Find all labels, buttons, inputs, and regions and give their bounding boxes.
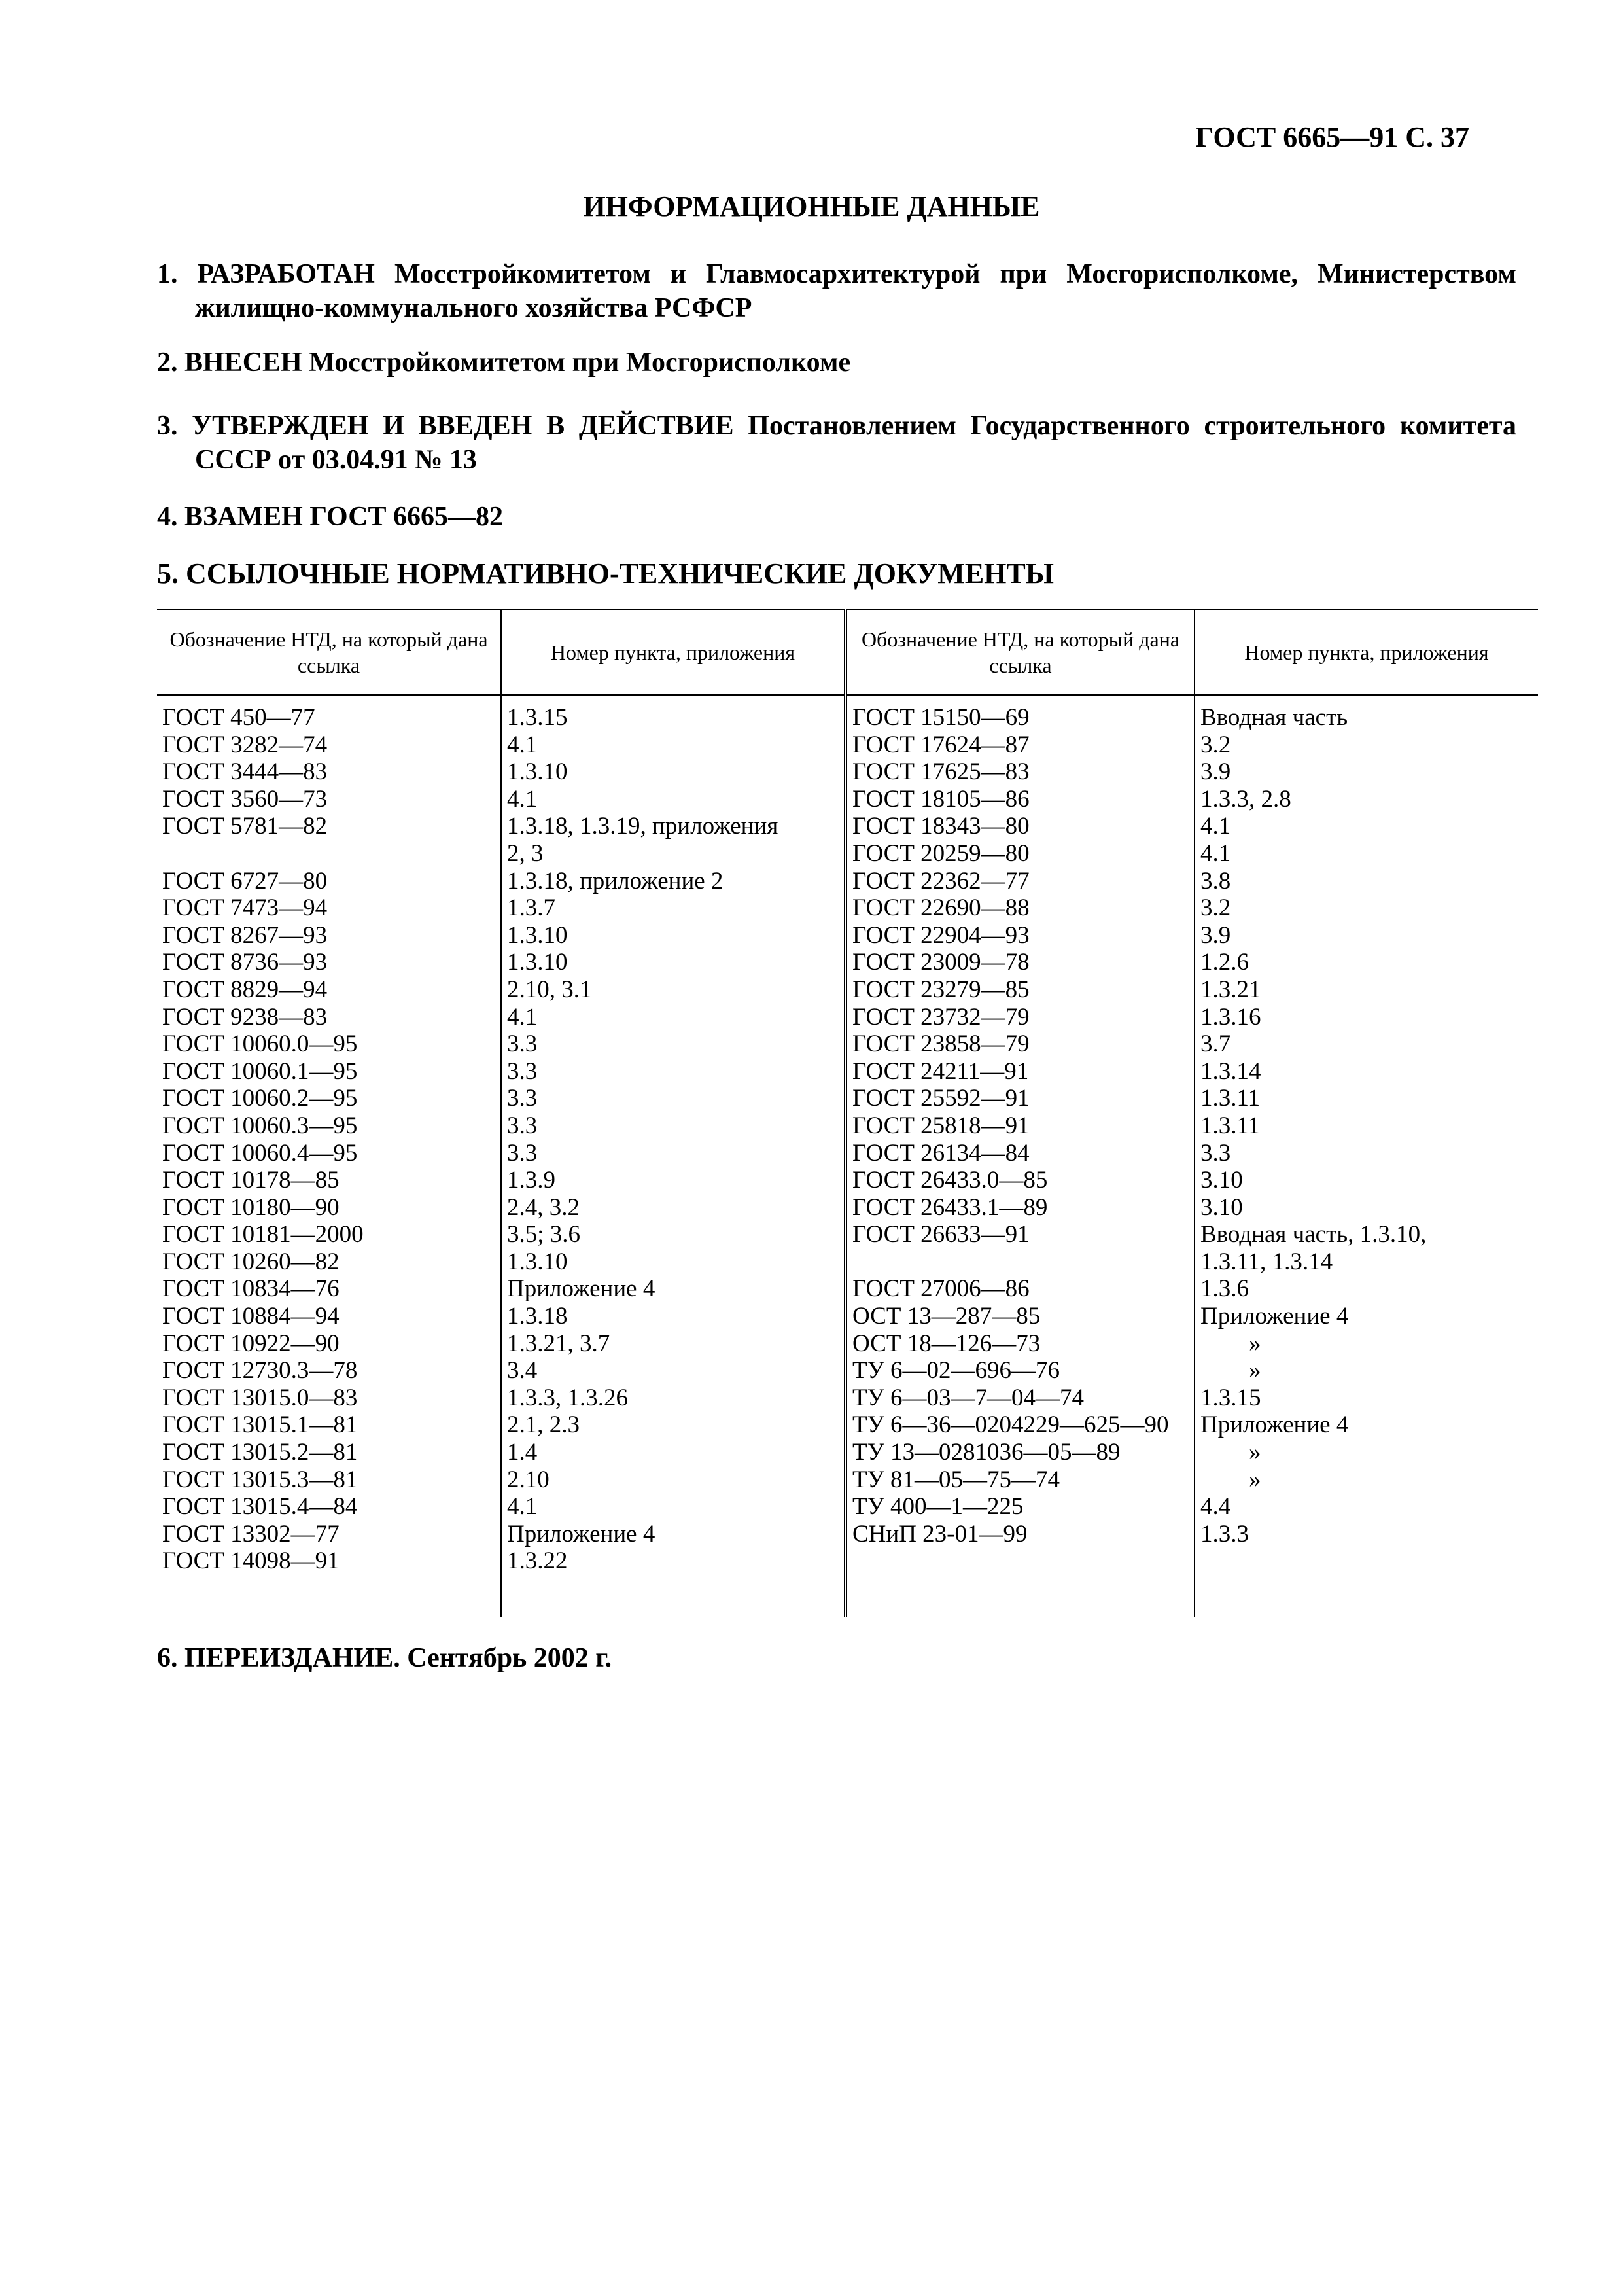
- clause-reference: 3.3: [507, 1057, 538, 1085]
- item-lead: 4. ВЗАМЕН ГОСТ 6665—82: [157, 502, 504, 532]
- item-lead: 6. ПЕРЕИЗДАНИЕ.: [157, 1643, 400, 1673]
- clause-reference: 1.3.15: [507, 704, 568, 731]
- clause-reference: Вводная часть: [1200, 704, 1348, 731]
- document-designation: ГОСТ 26433.0—85: [852, 1167, 1048, 1194]
- clause-reference: Вводная часть, 1.3.10,: [1200, 1221, 1427, 1248]
- document-designation: ГОСТ 12730.3—78: [162, 1357, 358, 1385]
- clause-reference: 1.3.21: [1200, 976, 1261, 1003]
- clause-reference: 4.1: [507, 1003, 538, 1031]
- document-designation: ГОСТ 17625—83: [852, 758, 1030, 786]
- document-designation: ГОСТ 15150—69: [852, 704, 1030, 731]
- document-designation: ГОСТ 10060.4—95: [162, 1139, 358, 1167]
- document-designation: ГОСТ 10060.0—95: [162, 1031, 358, 1058]
- clause-reference: 3.3: [507, 1112, 538, 1139]
- item-lead: 1. РАЗРАБОТАН: [157, 259, 375, 289]
- document-designation: ГОСТ 8829—94: [162, 976, 328, 1003]
- clause-reference: 4.1: [507, 731, 538, 758]
- document-designation: ТУ 6—03—7—04—74: [852, 1384, 1085, 1411]
- document-designation: ГОСТ 8736—93: [162, 949, 328, 976]
- column-left-clauses: [501, 696, 846, 1617]
- document-designation: ТУ 13—0281036—05—89: [852, 1439, 1121, 1466]
- clause-reference: 1.3.11: [1200, 1085, 1261, 1112]
- clause-reference: 3.9: [1200, 921, 1231, 949]
- clause-reference: 1.3.18, приложение 2: [507, 867, 724, 894]
- document-designation: ГОСТ 6727—80: [162, 867, 328, 894]
- document-designation: ГОСТ 3444—83: [162, 758, 328, 786]
- document-designation: ГОСТ 7473—94: [162, 894, 328, 922]
- document-designation: ГОСТ 10181—2000: [162, 1221, 364, 1248]
- document-designation: ГОСТ 18343—80: [852, 813, 1030, 840]
- clause-reference: 1.3.7: [507, 894, 555, 922]
- info-item-replaces: [157, 500, 1516, 534]
- document-designation: ГОСТ 3560—73: [162, 785, 328, 813]
- item-lead: 5. ССЫЛОЧНЫЕ НОРМАТИВНО-ТЕХНИЧЕСКИЕ ДОКУМЕНТЫ: [157, 557, 1054, 590]
- column-right-clauses: [1195, 696, 1538, 1617]
- clause-reference: 1.3.10: [507, 921, 568, 949]
- clause-reference: 1.3.11: [1200, 1112, 1261, 1139]
- document-designation: ОСТ 18—126—73: [852, 1330, 1041, 1357]
- clause-reference: 1.3.11, 1.3.14: [1200, 1248, 1333, 1275]
- document-designation: ГОСТ 5781—82: [162, 813, 328, 840]
- document-designation: ГОСТ 27006—86: [852, 1275, 1030, 1303]
- clause-reference: 3.10: [1200, 1167, 1243, 1194]
- table-body-row: [157, 696, 1538, 1617]
- clause-reference: 1.3.6: [1200, 1275, 1249, 1303]
- document-designation: ГОСТ 10060.3—95: [162, 1112, 358, 1139]
- document-designation: ГОСТ 10060.2—95: [162, 1085, 358, 1112]
- info-item-introduced: [157, 345, 1516, 380]
- clause-reference: »: [1249, 1357, 1261, 1385]
- document-designation: ГОСТ 20259—80: [852, 839, 1030, 867]
- clause-reference: 4.1: [1200, 839, 1231, 867]
- column-header-document: Обозначение НТД, на который дана ссылка: [157, 610, 501, 696]
- clause-reference: 2, 3: [507, 839, 544, 867]
- info-item-references-heading: [157, 557, 1516, 591]
- clause-reference: 4.1: [1200, 813, 1231, 840]
- document-designation: ГОСТ 23732—79: [852, 1003, 1030, 1031]
- document-designation: ГОСТ 22362—77: [852, 867, 1030, 894]
- document-designation: ГОСТ 13015.3—81: [162, 1466, 358, 1493]
- clause-reference: »: [1249, 1330, 1261, 1357]
- clause-reference: 1.3.3, 1.3.26: [507, 1384, 628, 1411]
- document-designation: ГОСТ 3282—74: [162, 731, 328, 758]
- document-designation: ТУ 6—36—0204229—625—90: [852, 1411, 1169, 1439]
- document-designation: ГОСТ 13015.4—84: [162, 1493, 358, 1521]
- document-designation: ГОСТ 10922—90: [162, 1330, 340, 1357]
- clause-reference: 3.4: [507, 1357, 538, 1385]
- document-designation: ГОСТ 13015.1—81: [162, 1411, 358, 1439]
- clause-reference: 1.3.18: [507, 1303, 568, 1330]
- document-designation: ГОСТ 25592—91: [852, 1085, 1030, 1112]
- document-designation: ГОСТ 9238—83: [162, 1003, 328, 1031]
- table-header-row: [157, 610, 1538, 696]
- clause-reference: 1.3.21, 3.7: [507, 1330, 610, 1357]
- document-designation: ГОСТ 25818—91: [852, 1112, 1030, 1139]
- document-designation: ГОСТ 17624—87: [852, 731, 1030, 758]
- document-designation: ГОСТ 10178—85: [162, 1167, 340, 1194]
- clause-reference: Приложение 4: [1200, 1411, 1349, 1439]
- item-lead: 2. ВНЕСЕН: [157, 347, 302, 378]
- clause-reference: 1.3.22: [507, 1547, 568, 1575]
- info-item-reissue: [157, 1641, 1516, 1675]
- clause-reference: 3.5; 3.6: [507, 1221, 581, 1248]
- clause-reference: 1.3.3: [1200, 1520, 1249, 1547]
- document-designation: ТУ 6—02—696—76: [852, 1357, 1060, 1385]
- document-designation: ГОСТ 450—77: [162, 704, 315, 731]
- document-designation: ГОСТ 23009—78: [852, 949, 1030, 976]
- clause-reference: 4.4: [1200, 1493, 1231, 1521]
- column-left-documents: [157, 696, 501, 1617]
- clause-reference: 1.3.10: [507, 1248, 568, 1275]
- clause-reference: 3.3: [507, 1031, 538, 1058]
- reference-documents-table: [157, 609, 1538, 1617]
- clause-reference: Приложение 4: [507, 1275, 655, 1303]
- document-designation: ГОСТ 14098—91: [162, 1547, 340, 1575]
- document-designation: ГОСТ 26134—84: [852, 1139, 1030, 1167]
- clause-reference: »: [1249, 1439, 1261, 1466]
- clause-reference: 4.1: [507, 1493, 538, 1521]
- document-designation: ГОСТ 23279—85: [852, 976, 1030, 1003]
- clause-reference: 1.2.6: [1200, 949, 1249, 976]
- document-designation: ГОСТ 22690—88: [852, 894, 1030, 922]
- document-designation: ГОСТ 18105—86: [852, 785, 1030, 813]
- document-designation: ТУ 81—05—75—74: [852, 1466, 1060, 1493]
- document-designation: ГОСТ 23858—79: [852, 1031, 1030, 1058]
- document-designation: ГОСТ 26633—91: [852, 1221, 1030, 1248]
- document-designation: СНиП 23-01—99: [852, 1520, 1028, 1547]
- clause-reference: 3.8: [1200, 867, 1231, 894]
- clause-reference: 2.1, 2.3: [507, 1411, 580, 1439]
- info-item-developed: [157, 257, 1516, 325]
- clause-reference: 1.3.3, 2.8: [1200, 785, 1291, 813]
- document-designation: ГОСТ 10260—82: [162, 1248, 340, 1275]
- clause-reference: »: [1249, 1466, 1261, 1493]
- clause-reference: 1.3.14: [1200, 1057, 1261, 1085]
- clause-reference: 1.3.16: [1200, 1003, 1261, 1031]
- document-designation: ГОСТ 24211—91: [852, 1057, 1029, 1085]
- item-lead: 3. УТВЕРЖДЕН И ВВЕДЕН В ДЕЙСТВИЕ: [157, 411, 734, 441]
- info-item-approved: [157, 409, 1516, 477]
- document-designation: ГОСТ 10834—76: [162, 1275, 340, 1303]
- document-designation: [162, 840, 500, 868]
- document-designation: ГОСТ 26433.1—89: [852, 1193, 1048, 1221]
- clause-reference: 3.3: [507, 1139, 538, 1167]
- clause-reference: 3.10: [1200, 1193, 1243, 1221]
- clause-reference: 1.3.18, 1.3.19, приложения: [507, 813, 778, 840]
- clause-reference: 1.3.9: [507, 1167, 555, 1194]
- column-header-clause: Номер пункта, приложения: [501, 610, 846, 696]
- document-designation: ГОСТ 10884—94: [162, 1303, 340, 1330]
- column-header-clause: Номер пункта, приложения: [1195, 610, 1538, 696]
- document-designation: ОСТ 13—287—85: [852, 1303, 1041, 1330]
- page-header: ГОСТ 6665—91 С. 37: [1195, 121, 1469, 153]
- document-designation: ГОСТ 10180—90: [162, 1193, 340, 1221]
- clause-reference: 3.3: [1200, 1139, 1231, 1167]
- clause-reference: 1.3.10: [507, 949, 568, 976]
- item-text: Мосстройкомитетом при Мосгорисполкоме: [302, 347, 851, 378]
- column-header-document: Обозначение НТД, на который дана ссылка: [846, 610, 1195, 696]
- document-designation: ГОСТ 22904—93: [852, 921, 1030, 949]
- document-title: ИНФОРМАЦИОННЫЕ ДАННЫЕ: [583, 190, 1040, 222]
- clause-reference: 2.4, 3.2: [507, 1193, 580, 1221]
- clause-reference: 3.7: [1200, 1031, 1231, 1058]
- clause-reference: 4.1: [507, 785, 538, 813]
- document-designation: ГОСТ 10060.1—95: [162, 1057, 358, 1085]
- clause-reference: Приложение 4: [507, 1520, 655, 1547]
- document-designation: ГОСТ 13302—77: [162, 1520, 340, 1547]
- document-designation: ТУ 400—1—225: [852, 1493, 1024, 1521]
- item-text: Сентябрь 2002 г.: [400, 1643, 612, 1673]
- clause-reference: 1.3.10: [507, 758, 568, 786]
- clause-reference: 2.10: [507, 1466, 550, 1493]
- document-designation: ГОСТ 8267—93: [162, 921, 328, 949]
- clause-reference: 2.10, 3.1: [507, 976, 592, 1003]
- column-right-documents: [846, 696, 1195, 1617]
- clause-reference: 3.3: [507, 1085, 538, 1112]
- clause-reference: 3.2: [1200, 731, 1231, 758]
- clause-reference: 3.2: [1200, 894, 1231, 922]
- clause-reference: 1.4: [507, 1439, 538, 1466]
- item-text: Мосстройкомитетом и Главмосархитектурой при Мосгорисполкоме, Министерством жилищно-коммунального хозяйства РСФСР: [195, 259, 1516, 323]
- document-designation: [852, 1248, 1194, 1276]
- document-designation: ГОСТ 13015.2—81: [162, 1439, 358, 1466]
- clause-reference: 3.9: [1200, 758, 1231, 786]
- document-designation: ГОСТ 13015.0—83: [162, 1384, 358, 1411]
- item-text: Постановлением Государственного строительного комитета СССР от 03.04.91 № 13: [195, 411, 1517, 475]
- clause-reference: Приложение 4: [1200, 1303, 1349, 1330]
- clause-reference: 1.3.15: [1200, 1384, 1261, 1411]
